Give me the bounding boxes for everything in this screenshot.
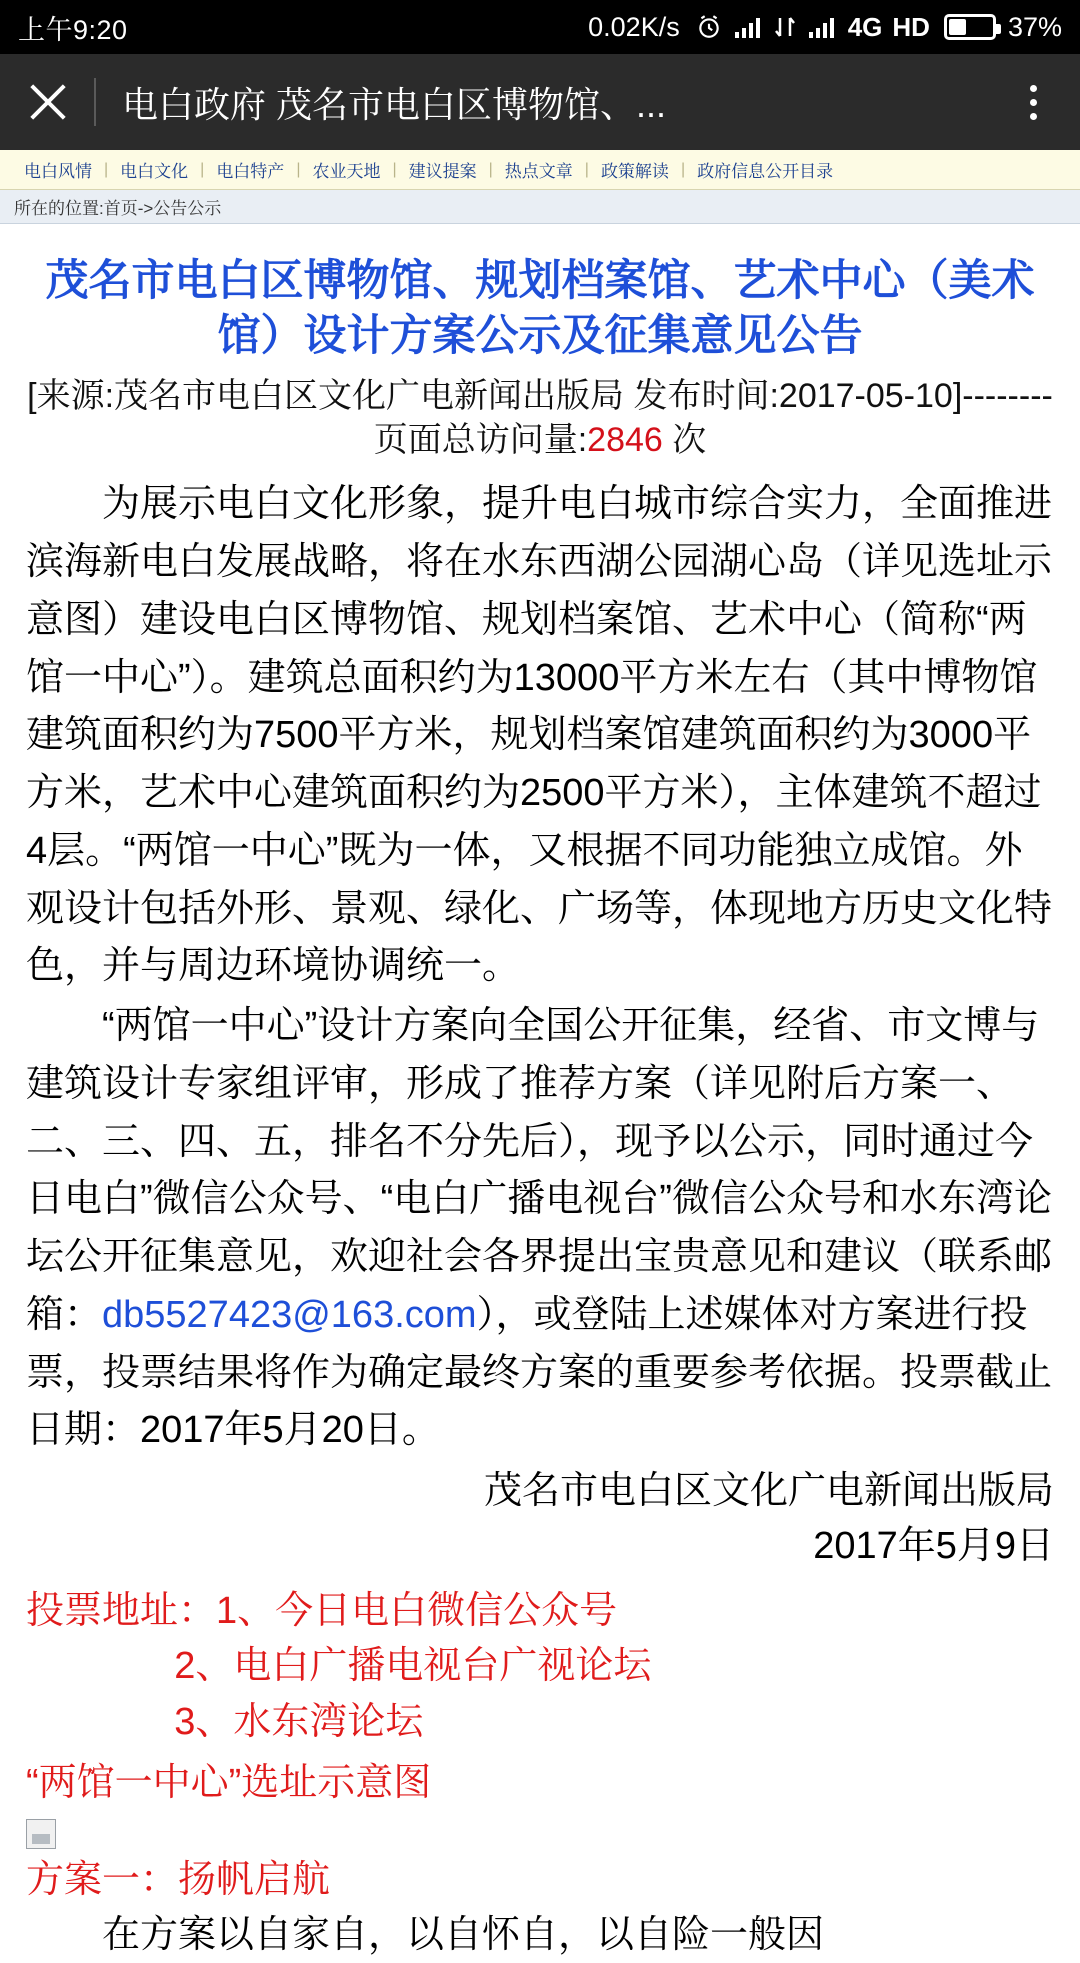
- nav-item-3[interactable]: 农业天地: [312, 162, 381, 181]
- article-headline: 茂名市电白区博物馆、规划档案馆、艺术中心（美术馆）设计方案公示及征集意见公告: [45, 257, 1035, 361]
- close-icon[interactable]: [22, 76, 74, 128]
- signal-bars-icon: [734, 15, 762, 39]
- article-view-count: 2846: [587, 421, 663, 460]
- network-speed: 0.02K/s: [588, 11, 680, 42]
- kebab-menu-icon[interactable]: [1008, 85, 1058, 120]
- data-transfer-icon: [774, 15, 796, 39]
- article-paragraph-2: [26, 998, 1054, 1460]
- article-content: [0, 224, 1080, 1963]
- nav-item-2[interactable]: 电白特产: [216, 162, 285, 181]
- nav-item-4[interactable]: 建议提案: [408, 162, 477, 181]
- nav-sep-1: |: [200, 160, 205, 178]
- title-divider: [94, 78, 96, 126]
- battery-percent: 37%: [1007, 11, 1062, 42]
- page-title: 电白政府 茂名市电白区博物馆、...: [122, 83, 667, 125]
- hd-label: HD: [892, 11, 930, 42]
- nav-sep-3: |: [392, 160, 397, 178]
- vote-address-block: [26, 1584, 1054, 1749]
- alarm-clock-icon: [696, 14, 722, 40]
- broken-image-icon: [26, 1819, 56, 1849]
- nav-sep-6: |: [680, 160, 686, 178]
- plan-one-description: 在方案以自家自，以自怀自，以自险一般因: [102, 1913, 825, 1956]
- breadcrumb: [0, 190, 1080, 224]
- nav-item-7[interactable]: 政府信息公开目录: [697, 162, 834, 181]
- article-meta-suffix: 次: [662, 421, 707, 460]
- vote-item-2: 3、水东湾论坛: [174, 1700, 424, 1743]
- nav-sep-0: |: [104, 160, 109, 178]
- signature-organization: 茂名市电白区文化广电新闻出版局: [483, 1470, 1054, 1513]
- vote-line-1: [26, 1639, 1054, 1694]
- nav-sep-2: |: [296, 160, 301, 178]
- vote-item-1: 2、电白广播电视台广视论坛: [174, 1645, 652, 1688]
- article-meta: [26, 374, 1054, 462]
- app-title-bar: [0, 54, 1080, 150]
- nav-sep-4: |: [488, 160, 493, 178]
- status-time: 上午9:20: [18, 14, 128, 45]
- contact-email-link[interactable]: db5527423@163.com: [102, 1293, 477, 1336]
- network-type-label: 4G: [847, 11, 883, 42]
- signal-bars-icon-2: [808, 15, 836, 39]
- signature-date: 2017年5月9日: [813, 1525, 1054, 1568]
- vote-address-label: 投票地址：: [26, 1590, 217, 1633]
- nav-item-0[interactable]: 电白风情: [24, 162, 92, 181]
- paragraph-2-part-2: ），或登陆上述媒体对方案进行投票，投票结果将作为确定最终方案的重要参考依据。投票截止日期：2017年5月20日。: [26, 1293, 1053, 1452]
- paragraph-2-part-1: “两馆一中心”设计方案向全国公开征集，经省、市文博与建筑设计专家组评审，形成了推荐方案（详见附后方案一、二、三、四、五，排名不分先后），现予以公示，同时通过今日电白”微信公众号、“电白广播电视台”微信公众号和水东湾论坛公开征集意见，欢迎社会各界提出宝贵意见和建议（联系邮箱：: [26, 1005, 1053, 1336]
- breadcrumb-text: 所在的位置:首页->公告公示: [14, 199, 222, 218]
- plan-one-title: 方案一：扬帆启航: [26, 1858, 331, 1901]
- site-map-label: “两馆一中心”选址示意图: [26, 1761, 432, 1804]
- nav-item-6[interactable]: 政策解读: [600, 162, 669, 181]
- battery-icon: [944, 14, 996, 40]
- vote-line-2: [26, 1695, 1054, 1750]
- article-paragraph-1: 为展示电白文化形象，提升电白城市综合实力，全面推进滨海新电白发展战略，将在水东西湖公园湖心岛（详见选址示意图）建设电白区博物馆、规划档案馆、艺术中心（简称“两馆一中心”）。建筑总面积约为13000平方米左右（其中博物馆建筑面积约为7500平方米，规划档案馆建筑面积约为3000平方米，艺术中心建筑面积约为2500平方米），主体建筑不超过4层。“两馆一中心”既为一体，又根据不同功能独立成馆。外观设计包括外形、景观、绿化、广场等，体现地方历史文化特色，并与周边环境协调统一。: [26, 483, 1053, 988]
- status-bar: [0, 0, 1080, 54]
- article-meta-prefix: [来源:茂名市电白区文化广电新闻出版局 发布时间:2017-05-10]--------页面总访问量:: [27, 377, 1053, 460]
- nav-item-5[interactable]: 热点文章: [504, 162, 573, 181]
- vote-line-0: [26, 1584, 1054, 1639]
- nav-sep-5: |: [584, 160, 589, 178]
- signature-block: [26, 1464, 1054, 1574]
- nav-item-1[interactable]: 电白文化: [120, 162, 189, 181]
- site-nav-strip[interactable]: [0, 150, 1080, 190]
- vote-item-0: 1、今日电白微信公众号: [216, 1590, 618, 1633]
